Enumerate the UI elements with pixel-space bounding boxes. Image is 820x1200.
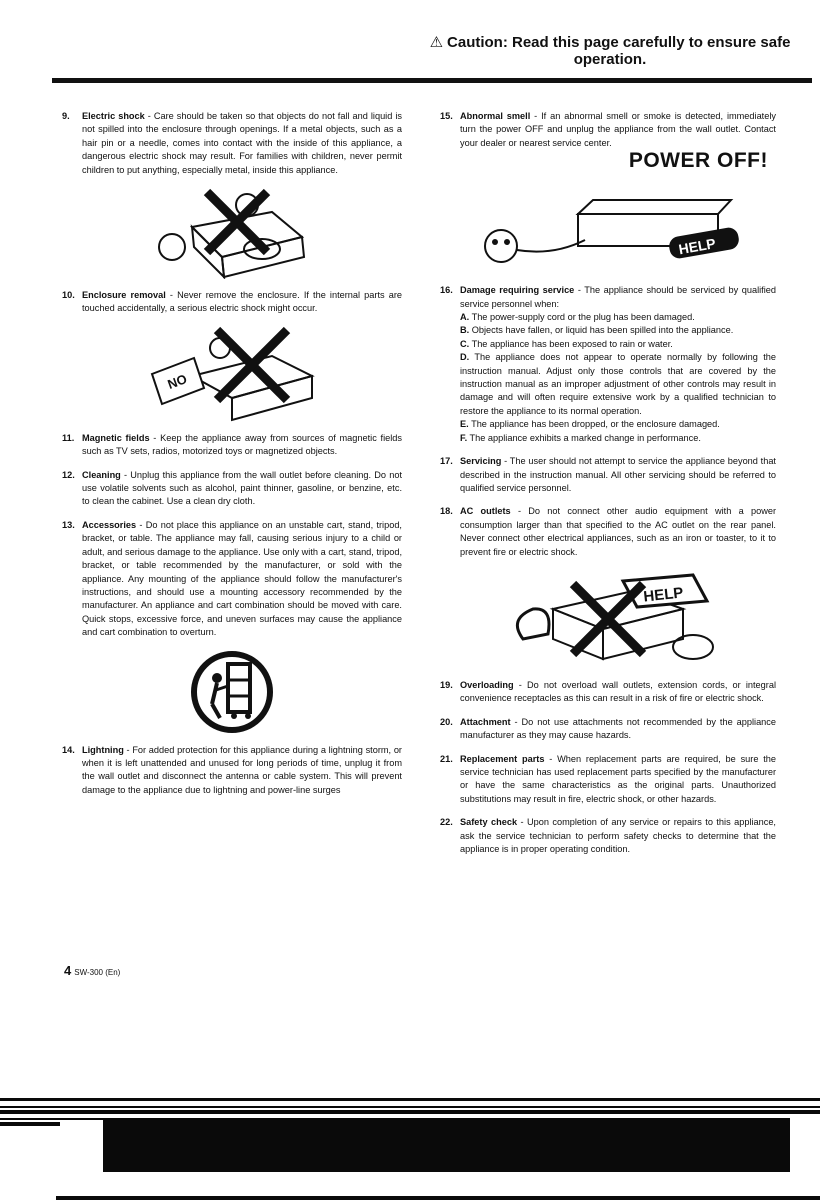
- caution-header: [410, 34, 810, 68]
- item-title: Damage requiring service: [460, 285, 575, 296]
- item-title: Lightning: [82, 744, 124, 755]
- item-number: 9.: [62, 111, 70, 121]
- item-body: - When replacement parts are required, be sure the service technician has used replacement parts specified by the manufacturer or have the same characteristics as the original parts. Unauthorized substitutions may result in fire, electric shock, or other hazards.: [460, 753, 776, 804]
- item-12: [62, 469, 402, 509]
- item-body: - Care should be taken so that objects do not fall and liquid is not spilled into the enclosure through openings. If a metal objects, such as a hair pin or a needle, comes into contact with the inside of this appliance, a dangerous electric shock may result. For families with children, never permit children to put anything, especially metal, inside this appliance.: [82, 111, 402, 175]
- item-title: Safety check: [460, 817, 518, 828]
- item-number: 11.: [62, 432, 75, 443]
- model-label: SW-300 (En): [74, 968, 121, 977]
- item-title: Cleaning: [82, 469, 121, 480]
- item-body: - Do not use attachments not recommended by the appliance manufacturer as they may cause hazards.: [460, 716, 776, 741]
- item-title: Accessories: [82, 519, 137, 530]
- power-off-illustration: [473, 194, 743, 274]
- item-title: Replacement parts: [460, 753, 545, 764]
- item-14: [62, 744, 402, 798]
- scan-line: [0, 1122, 60, 1126]
- item-title: Attachment: [460, 716, 511, 727]
- caution-title: Caution: Read this page carefully to ensure safe: [447, 34, 791, 51]
- item-number: 16.: [440, 285, 453, 296]
- item-22: [440, 816, 776, 856]
- item-body: - If an abnormal smell or smoke is detected, immediately turn the power OFF and unplug the appliance from the wall outlet. Contact your dealer or nearest service center.: [460, 111, 776, 148]
- condition-d: D. The appliance does not appear to operate normally by following the instruction manual. Adjust only those controls that are covered by the instruction manual as an improper adjustment of other controls may result in damage and will often require extensive work by a qualified technician to restore the appliance to its normal operation.: [460, 352, 777, 416]
- item-title: Abnormal smell: [460, 111, 531, 121]
- warning-triangle-icon: ⚠: [429, 34, 444, 51]
- scan-line: [0, 1098, 820, 1101]
- item-title: Enclosure removal: [82, 290, 166, 301]
- item-number: 12.: [62, 469, 75, 480]
- ac-outlet-illustration: [493, 569, 723, 669]
- scan-line: [0, 1106, 820, 1108]
- item-title: Overloading: [460, 679, 514, 690]
- cart-warning-icon: [190, 650, 274, 734]
- header-rule: [52, 78, 812, 83]
- condition-b: B. Objects have fallen, or liquid has been spilled into the appliance.: [460, 325, 734, 336]
- item-body: - Unplug this appliance from the wall outlet before cleaning. Do not use volatile solvents such as alcohol, paint thinner, gasoline, or benzine, etc. to clean the cabinet. Use a clean dry cloth.: [82, 469, 402, 507]
- caution-title-line2: operation.: [573, 51, 647, 68]
- condition-c: C. The appliance has been exposed to rain or water.: [460, 338, 673, 349]
- item-9: [62, 110, 402, 177]
- item-number: 21.: [440, 753, 453, 764]
- item-18: [440, 505, 776, 559]
- item-number: 15.: [440, 111, 453, 121]
- item-number: 17.: [440, 456, 453, 467]
- help-sign-text: HELP: [642, 584, 685, 606]
- item-body: - For added protection for this appliance during a lightning storm, or when it is left unattended and unused for long periods of time, unplug it from the wall outlet and disconnect the antenna or cable system. This will prevent damage to the appliance due to lightning and power-line surges: [82, 744, 402, 795]
- item-10: [62, 289, 402, 316]
- no-sign-text: NO: [165, 371, 189, 392]
- item-16: [440, 284, 776, 445]
- item-body: - Do not place this appliance on an unstable cart, stand, tripod, bracket, or table. The appliance may fall, causing serious injury to a child or adult, and serious damage to the appliance. Use only with a cart, stand, tripod, bracket, or table recommended by the manufacturer, or sold with the appliance. Any mounting of the appliance should follow the manufacturer's instructions, and should use a mounting accessory recommended by the manufacturer. An appliance and cart combination should be moved with care. Quick stops, excessive force, and uneven surfaces may cause the appliance and cart combination to overturn.: [82, 519, 402, 638]
- item-body: - Do not overload wall outlets, extension cords, or integral convenience receptacles as this can result in a risk of fire or electric shock.: [460, 679, 776, 704]
- page-number: 4: [64, 963, 72, 978]
- item-title: Electric shock: [82, 111, 145, 121]
- item-21: [440, 753, 776, 807]
- item-body: - Do not connect other audio equipment with a power consumption larger than that specified to the AC outlet on the rear panel. Never connect other electrical appliances, such as an iron or toaster, to it to prevent fire or electric shock.: [460, 506, 777, 557]
- item-17: [440, 455, 776, 495]
- help-sign-text: HELP: [677, 235, 717, 258]
- condition-f: F. The appliance exhibits a marked change in performance.: [460, 432, 701, 443]
- left-column: [62, 110, 402, 807]
- item-body: - Never remove the enclosure. If the internal parts are touched accidentally, a serious electric shock might occur.: [82, 290, 402, 314]
- power-off-label: POWER OFF!: [628, 149, 768, 172]
- enclosure-removal-illustration: [142, 326, 322, 422]
- electric-shock-illustration: [152, 187, 312, 279]
- item-number: 14.: [62, 744, 75, 755]
- item-number: 10.: [62, 290, 75, 301]
- right-column: [440, 110, 776, 866]
- item-title: Servicing: [460, 456, 502, 467]
- item-title: Magnetic fields: [82, 432, 150, 443]
- item-title: AC outlets: [460, 506, 511, 517]
- item-20: [440, 716, 776, 743]
- item-body: - The appliance should be serviced by qualified service personnel when:: [460, 285, 776, 309]
- item-number: 20.: [440, 716, 453, 727]
- item-body: - Upon completion of any service or repairs to this appliance, ask the service technician to perform safety checks to determine that the appliance is in proper operating condition.: [460, 817, 776, 854]
- item-body: - Keep the appliance away from sources of magnetic fields such as TV sets, radios, motorized toys or magnetized objects.: [82, 432, 402, 457]
- item-15: [440, 110, 776, 172]
- item-number: 19.: [440, 679, 453, 690]
- condition-e: E. The appliance has been dropped, or the enclosure damaged.: [460, 419, 720, 430]
- item-number: 18.: [440, 506, 453, 517]
- item-19: [440, 679, 776, 706]
- item-13: [62, 519, 402, 640]
- item-number: 13.: [62, 519, 75, 530]
- item-number: 22.: [440, 817, 453, 828]
- item-body: - The user should not attempt to service the appliance beyond that described in the instruction manual. All other servicing should be referred to qualified service personnel.: [460, 456, 776, 493]
- scan-black-block: [103, 1118, 790, 1172]
- page-footer: [64, 963, 120, 978]
- scan-line: [0, 1118, 110, 1120]
- scan-line: [56, 1196, 820, 1200]
- condition-a: A. The power-supply cord or the plug has been damaged.: [460, 312, 695, 323]
- item-11: [62, 432, 402, 459]
- scan-line: [0, 1110, 820, 1114]
